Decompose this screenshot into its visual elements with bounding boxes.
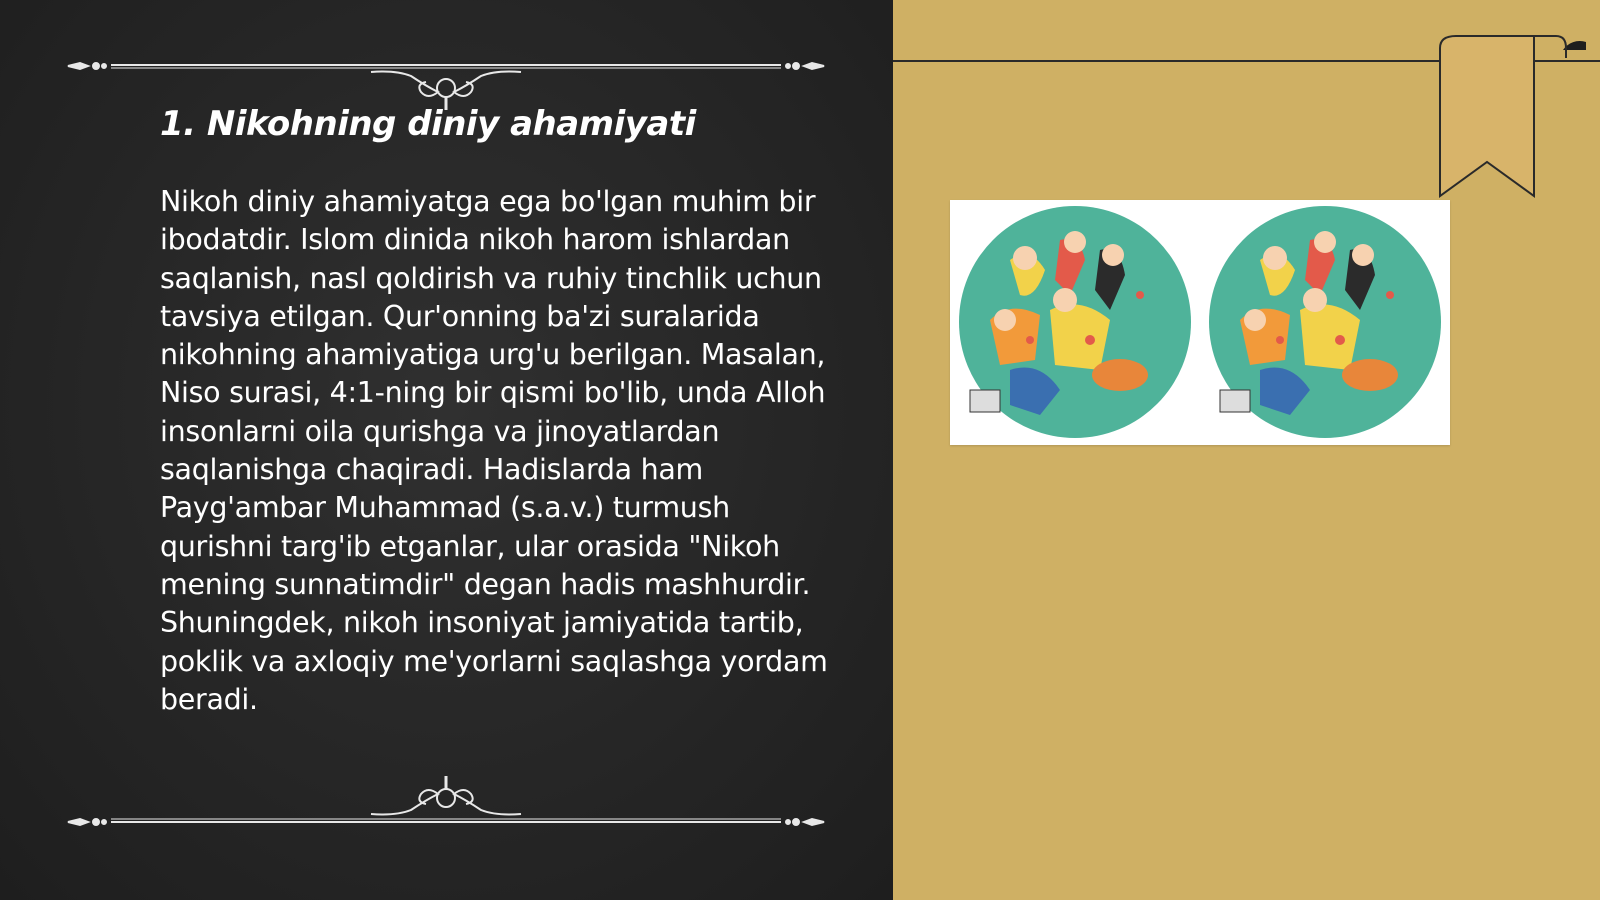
people-circle-illustration — [950, 200, 1450, 445]
slide-title: 1. Nikohning diniy ahamiyati — [160, 104, 696, 144]
bottom-ornament-divider — [66, 774, 826, 834]
slide-body-text: Nikoh diniy ahamiyatga ega bo'lgan muhim bir ibodatdir. Islom dinida nikoh harom ishlardan saqlanish, nasl qoldirish va ruhiy tinchlik uchun tavsiya etilgan. Qur'onning ba'zi suralarida nikohning ahamiyatiga urg'u berilgan. Masalan, Niso surasi, 4:1-ning bir qismi bo'lib, unda Alloh insonlarni oila qurishga va jinoyatlardan saqlanishga chaqiradi. Hadislarda ham Payg'ambar Muhammad (s.a.v.) turmush qurishni targ'ib etganlar, ular orasida "Nikoh mening sunnatimdir" degan hadis mashhurdir. Shuningdek, nikoh insoniyat jamiyatida tartib, poklik va axloqiy me'yorlarni saqlashga yordam beradi. — [160, 185, 828, 716]
illustration-image — [950, 200, 1450, 445]
top-ornament-divider — [66, 52, 826, 112]
bookmark-ribbon-icon — [1426, 28, 1586, 203]
